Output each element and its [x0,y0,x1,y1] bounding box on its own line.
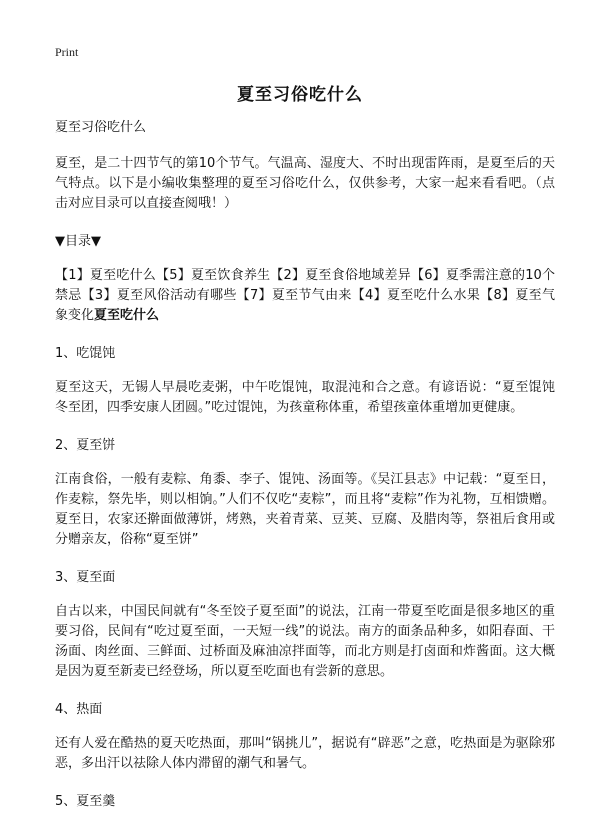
section-body: 夏至这天，无锡人早晨吃麦粥，中午吃馄饨，取混沌和合之意。有谚语说：“夏至馄饨冬至团，四季安康人团圆。”吃过馄饨，为孩童称体重，希望孩童体重增加更健康。 [55,380,555,415]
toc-item-8[interactable]: 【8】夏至气象变化 [55,288,555,323]
page-title: 夏至习俗吃什么 [237,85,363,105]
toc-item-2[interactable]: 【2】夏至食俗地域差异 [270,268,411,283]
print-link[interactable]: Print [55,45,79,59]
section-heading: 2、夏至饼 [55,438,116,453]
article-content [55,118,555,826]
section-body: 还有人爱在酷热的夏天吃热面，那叫“锅挑儿”，据说有“辟恶”之意，吃热面是为驱除邪恶，多出汗以祛除人体内滞留的潮气和暑气。 [55,736,555,771]
section-heading: 3、夏至面 [55,570,116,585]
toc-item-3[interactable]: 【3】夏至风俗活动有哪些 [81,288,237,303]
section-heading: 1、吃馄饨 [55,346,116,361]
section-body: 江南食俗，一般有麦粽、角黍、李子、馄饨、汤面等。《吴江县志》中记载：“夏至日，作麦粽，祭先毕，则以相饷。”人们不仅吃“麦粽”，而且将“麦粽”作为礼物，互相馈赠。夏至日，农家还擀面做薄饼，烤熟，夹着青菜、豆荚、豆腐、及腊肉等，祭祖后食用或分赠亲友，俗称“夏至饼” [55,472,555,547]
table-of-contents [55,266,555,326]
toc-header: ▼目录▼ [55,234,101,249]
section-body: 自古以来，中国民间就有“冬至饺子夏至面”的说法，江南一带夏至吃面是很多地区的重要习俗，民间有“吃过夏至面，一天短一线”的说法。南方的面条品种多，如阳春面、干汤面、肉丝面、三鲜面、过桥面及麻油凉拌面等，而北方则是打卤面和炸酱面。这大概是因为夏至新麦已经登场，所以夏至吃面也有尝新的意思。 [55,604,555,679]
section-heading: 4、热面 [55,702,103,717]
toc-item-4[interactable]: 【4】夏至吃什么水果 [351,288,481,303]
toc-item-1[interactable]: 【1】夏至吃什么 [55,268,157,283]
subtitle: 夏至习俗吃什么 [55,120,147,135]
toc-item-6[interactable]: 【6】夏季需注意的10个禁忌 [55,268,555,303]
intro-paragraph: 夏至，是二十四节气的第10个节气。气温高、湿度大、不时出现雷阵雨，是夏至后的天气特点。以下是小编收集整理的夏至习俗吃什么，仅供参考，大家一起来看看吧。（点击对应目录可以直接查阅哦！） [55,156,555,211]
toc-item-7[interactable]: 【7】夏至节气由来 [236,288,352,303]
toc-item-5[interactable]: 【5】夏至饮食养生 [156,268,271,283]
toc-trailing-heading: 夏至吃什么 [94,308,160,323]
section-heading: 5、夏至羹 [55,794,116,809]
